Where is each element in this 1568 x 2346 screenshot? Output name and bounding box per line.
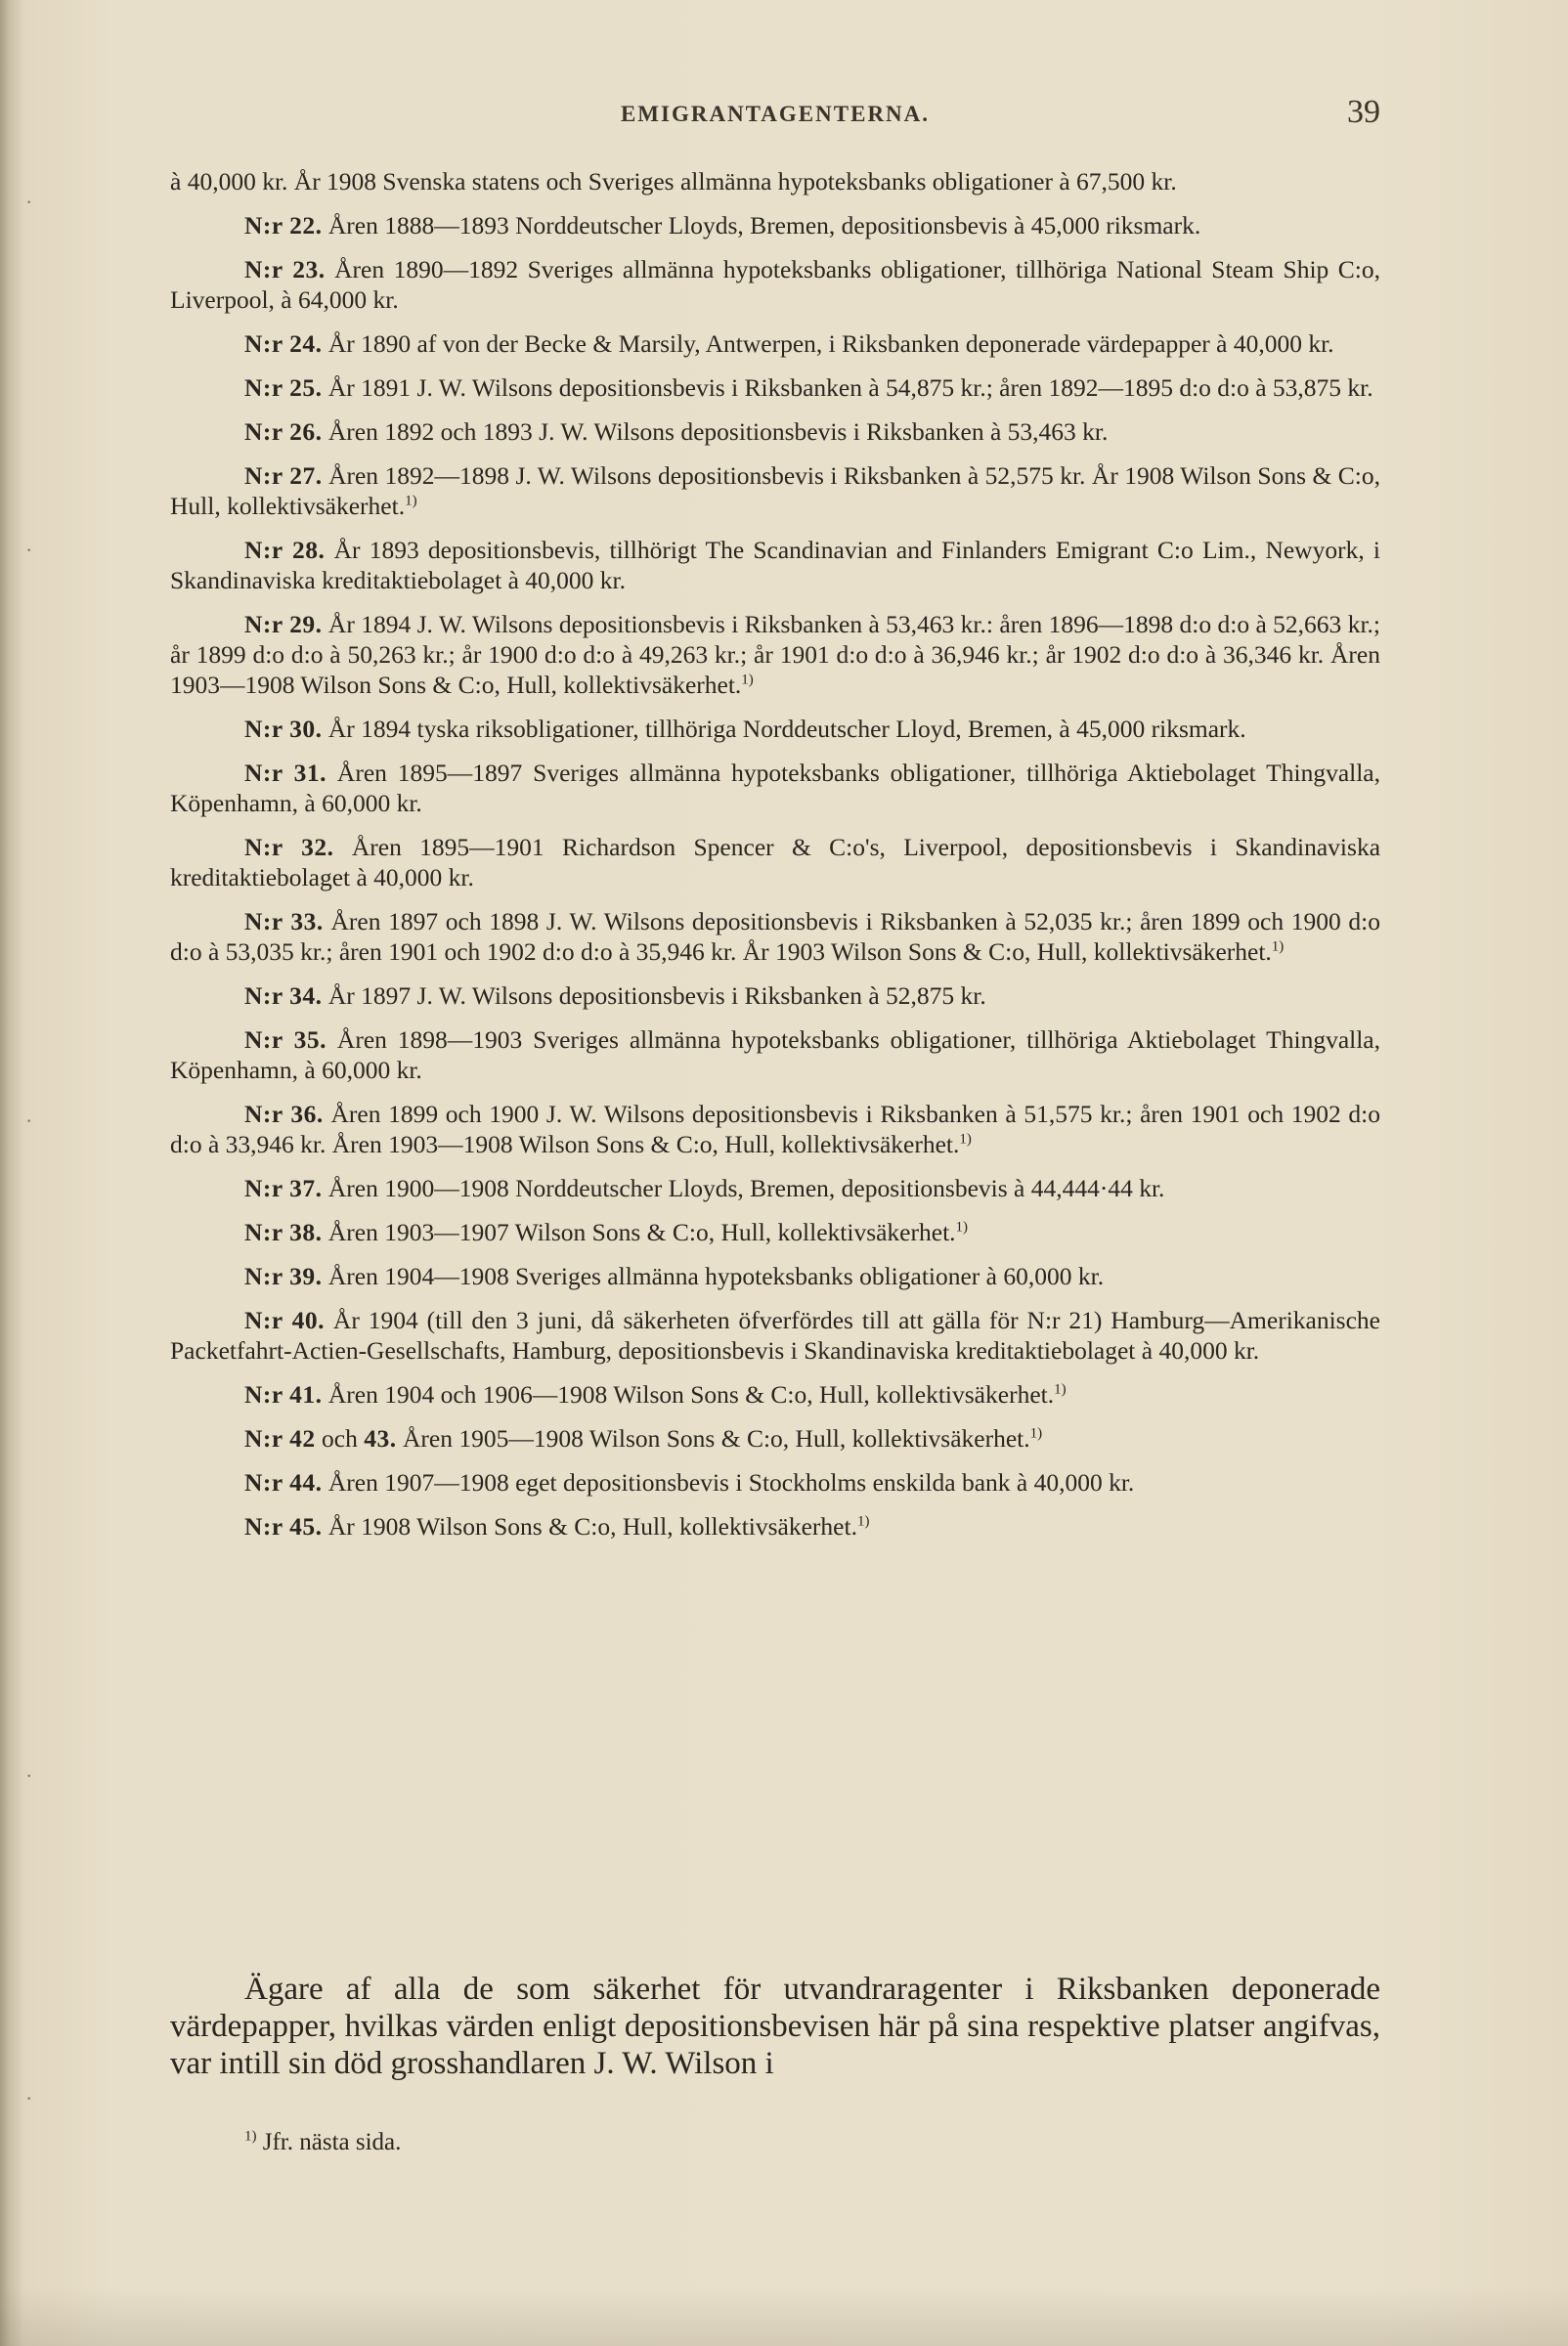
entry-number: N:r 33. xyxy=(244,907,324,935)
entry-text: År 1894 tyska riksobligationer, tillhöriga Norddeutscher Lloyd, Bremen, à 45,000 riksmark. xyxy=(322,715,1246,743)
entry-23 xyxy=(170,254,1380,315)
entry-text: År 1890 af von der Becke & Marsily, Antwerpen, i Riksbanken deponerade värdepapper à 40,000 kr. xyxy=(322,329,1334,358)
entry-number: N:r 41. xyxy=(244,1380,323,1409)
entry-31 xyxy=(170,758,1380,818)
entry-42-43 xyxy=(170,1423,1380,1454)
entry-text: Åren 1904 och 1906—1908 Wilson Sons & C:o, Hull, kollektivsäkerhet. xyxy=(322,1380,1055,1409)
entry-number: N:r 27. xyxy=(244,461,323,490)
entry-text: Åren 1907—1908 eget depositionsbevis i Stockholms enskilda bank à 40,000 kr. xyxy=(322,1468,1135,1497)
entry-45 xyxy=(170,1511,1380,1542)
entry-text: Åren 1890—1892 Sveriges allmänna hypoteksbanks obligationer, tillhöriga National Steam Ship C:o, Liverpool, à 64,000 kr. xyxy=(170,255,1380,314)
entry-number: N:r 23. xyxy=(244,255,326,283)
entry-text: Åren 1898—1903 Sveriges allmänna hypoteksbanks obligationer, tillhöriga Aktiebolaget Thingvalla, Köpenhamn, à 60,000 kr. xyxy=(170,1025,1381,1084)
entry-text: Åren 1892—1898 J. W. Wilsons depositionsbevis i Riksbanken à 52,575 kr. År 1908 Wilson Sons & C:o, Hull, kollektivsäkerhet. xyxy=(170,461,1380,520)
entry-number: N:r 26. xyxy=(244,417,323,446)
entry-text: År 1897 J. W. Wilsons depositionsbevis i Riksbanken à 52,875 kr. xyxy=(322,981,986,1010)
entry-33 xyxy=(170,906,1380,967)
entry-number: N:r 28. xyxy=(244,536,326,564)
entry-text: År 1904 (till den 3 juni, då säkerheten öfverfördes till att gälla för N:r 21) Hamburg—Amerikanische Packetfahrt-Actien-Gesellschafts, Hamburg, depositionsbevis i Skandinaviska kreditaktiebolaget à 40,000 kr. xyxy=(170,1306,1380,1365)
entry-number: 43. xyxy=(364,1424,397,1453)
entry-37 xyxy=(170,1173,1380,1203)
entry-text: År 1891 J. W. Wilsons depositionsbevis i Riksbanken à 54,875 kr.; åren 1892—1895 d:o d:o à 53,875 kr. xyxy=(322,373,1373,402)
entry-number: N:r 29. xyxy=(244,610,323,638)
page-number: 39 xyxy=(1347,94,1380,130)
footnote-ref: 1) xyxy=(955,1219,969,1236)
footnote-ref: 1) xyxy=(856,1513,870,1530)
margin-mark: · xyxy=(25,1108,33,1133)
entry-41 xyxy=(170,1379,1380,1410)
margin-mark: · xyxy=(25,2086,33,2110)
entry-40 xyxy=(170,1305,1380,1366)
entry-27 xyxy=(170,460,1380,521)
footnote xyxy=(244,2129,401,2156)
entry-39 xyxy=(170,1261,1380,1291)
footnote-ref: 1) xyxy=(405,493,417,509)
entry-text: Åren 1888—1893 Norddeutscher Lloyds, Bremen, depositionsbevis à 45,000 riksmark. xyxy=(322,211,1201,239)
page-header xyxy=(170,94,1380,137)
entry-number: N:r 30. xyxy=(244,715,323,743)
entry-30 xyxy=(170,714,1380,744)
entry-number: N:r 37. xyxy=(244,1174,323,1202)
footnote-ref: 1) xyxy=(959,1131,972,1148)
entry-38 xyxy=(170,1217,1380,1247)
page-bottom-shadow xyxy=(0,2287,1568,2346)
entry-text: Åren 1895—1901 Richardson Spencer & C:o's, Liverpool, depositionsbevis i Skandinaviska kreditaktiebolaget à 40,000 kr. xyxy=(170,833,1381,891)
margin-mark: · xyxy=(25,538,33,562)
entry-35 xyxy=(170,1024,1380,1085)
entry-36 xyxy=(170,1099,1380,1159)
entry-text: Åren 1897 och 1898 J. W. Wilsons depositionsbevis i Riksbanken à 52,035 kr.; åren 1899 och 1900 d:o d:o à 53,035 kr.; åren 1901 och 1902 d:o d:o à 35,946 kr. År 1903 Wilson Sons & C:o, Hull, kollektivsäkerhet. xyxy=(170,907,1381,966)
entry-number: N:r 24. xyxy=(244,329,323,358)
entry-number: N:r 31. xyxy=(244,759,327,787)
footnote-ref: 1) xyxy=(1054,1381,1067,1398)
entry-number-conjunction: och xyxy=(315,1424,365,1453)
footnote-ref: 1) xyxy=(1029,1425,1043,1442)
footnote-text: Jfr. nästa sida. xyxy=(256,2129,402,2155)
entry-text: Åren 1892 och 1893 J. W. Wilsons depositionsbevis i Riksbanken à 53,463 kr. xyxy=(322,417,1109,446)
entries-list xyxy=(170,166,1380,1555)
entry-number: N:r 42 xyxy=(244,1424,316,1453)
margin-mark: · xyxy=(25,190,33,214)
margin-mark: · xyxy=(25,1763,33,1788)
entry-text: Åren 1895—1897 Sveriges allmänna hypoteksbanks obligationer, tillhöriga Aktiebolaget Thingvalla, Köpenhamn, à 60,000 kr. xyxy=(170,759,1381,817)
entry-text: År 1893 depositionsbevis, tillhörigt The Scandinavian and Finlanders Emigrant C:o Lim., Newyork, i Skandinaviska kreditaktiebolaget à 40,000 kr. xyxy=(170,536,1381,594)
entry-number: N:r 25. xyxy=(244,373,323,402)
entry-32 xyxy=(170,832,1380,892)
entry-text: Åren 1905—1908 Wilson Sons & C:o, Hull, kollektivsäkerhet. xyxy=(396,1424,1030,1453)
closing-paragraph: Ägare af alla de som säkerhet för utvandraragenter i Riksbanken deponerade värdepapper, hvilkas värden enligt depositionsbevisen här på sina respektive platser angifvas, var intill sin död grosshandlaren J. W. Wilson i xyxy=(170,1972,1380,2081)
entry-number: N:r 34. xyxy=(244,981,323,1010)
entry-number: N:r 32. xyxy=(244,833,334,861)
entry-number: N:r 22. xyxy=(244,211,323,239)
entry-text: Åren 1900—1908 Norddeutscher Lloyds, Bremen, depositionsbevis à 44,444·44 kr. xyxy=(322,1174,1165,1202)
entry-text: Åren 1899 och 1900 J. W. Wilsons depositionsbevis i Riksbanken à 51,575 kr.; åren 1901 och 1902 d:o d:o à 33,946 kr. Åren 1903—1908 Wilson Sons & C:o, Hull, kollektivsäkerhet. xyxy=(170,1100,1381,1158)
entry-text: År 1894 J. W. Wilsons depositionsbevis i Riksbanken à 53,463 kr.: åren 1896—1898 d:o d:o à 52,663 kr.; år 1899 d:o d:o à 50,263 kr.; år 1900 d:o d:o à 49,263 kr.; år 1901 d:o d:o à 36,946 kr.; år 1902 d:o d:o à 36,346 kr. Åren 1903—1908 Wilson Sons & C:o, Hull, kollektivsäkerhet. xyxy=(170,610,1380,699)
entry-24 xyxy=(170,328,1380,359)
entry-number: N:r 40. xyxy=(244,1306,326,1334)
footnote-ref: 1) xyxy=(741,672,754,688)
entry-number: N:r 36. xyxy=(244,1100,324,1128)
running-head: EMIGRANTAGENTERNA. xyxy=(620,102,931,126)
entry-number: N:r 35. xyxy=(244,1025,327,1054)
entry-text: Åren 1903—1907 Wilson Sons & C:o, Hull, kollektivsäkerhet. xyxy=(322,1218,956,1246)
binding-edge xyxy=(0,0,22,2346)
entry-44 xyxy=(170,1467,1380,1498)
entry-number: N:r 45. xyxy=(244,1512,323,1541)
entry-22 xyxy=(170,210,1380,240)
entry-text: År 1908 Wilson Sons & C:o, Hull, kollektivsäkerhet. xyxy=(322,1512,857,1541)
entry-continuation xyxy=(170,166,1380,196)
entry-number: N:r 44. xyxy=(244,1468,323,1497)
entry-29 xyxy=(170,609,1380,700)
entry-number: N:r 38. xyxy=(244,1218,323,1246)
footnote-ref: 1) xyxy=(1271,938,1285,955)
entry-text: à 40,000 kr. År 1908 Svenska statens och Sveriges allmänna hypoteksbanks obligationer à 67,500 kr. xyxy=(170,167,1177,196)
entry-34 xyxy=(170,980,1380,1011)
entry-25 xyxy=(170,372,1380,403)
entry-28 xyxy=(170,535,1380,595)
entry-text: Åren 1904—1908 Sveriges allmänna hypoteksbanks obligationer à 60,000 kr. xyxy=(322,1262,1105,1290)
entry-number: N:r 39. xyxy=(244,1262,323,1290)
footnote-marker: 1) xyxy=(244,2128,257,2145)
entry-26 xyxy=(170,416,1380,447)
